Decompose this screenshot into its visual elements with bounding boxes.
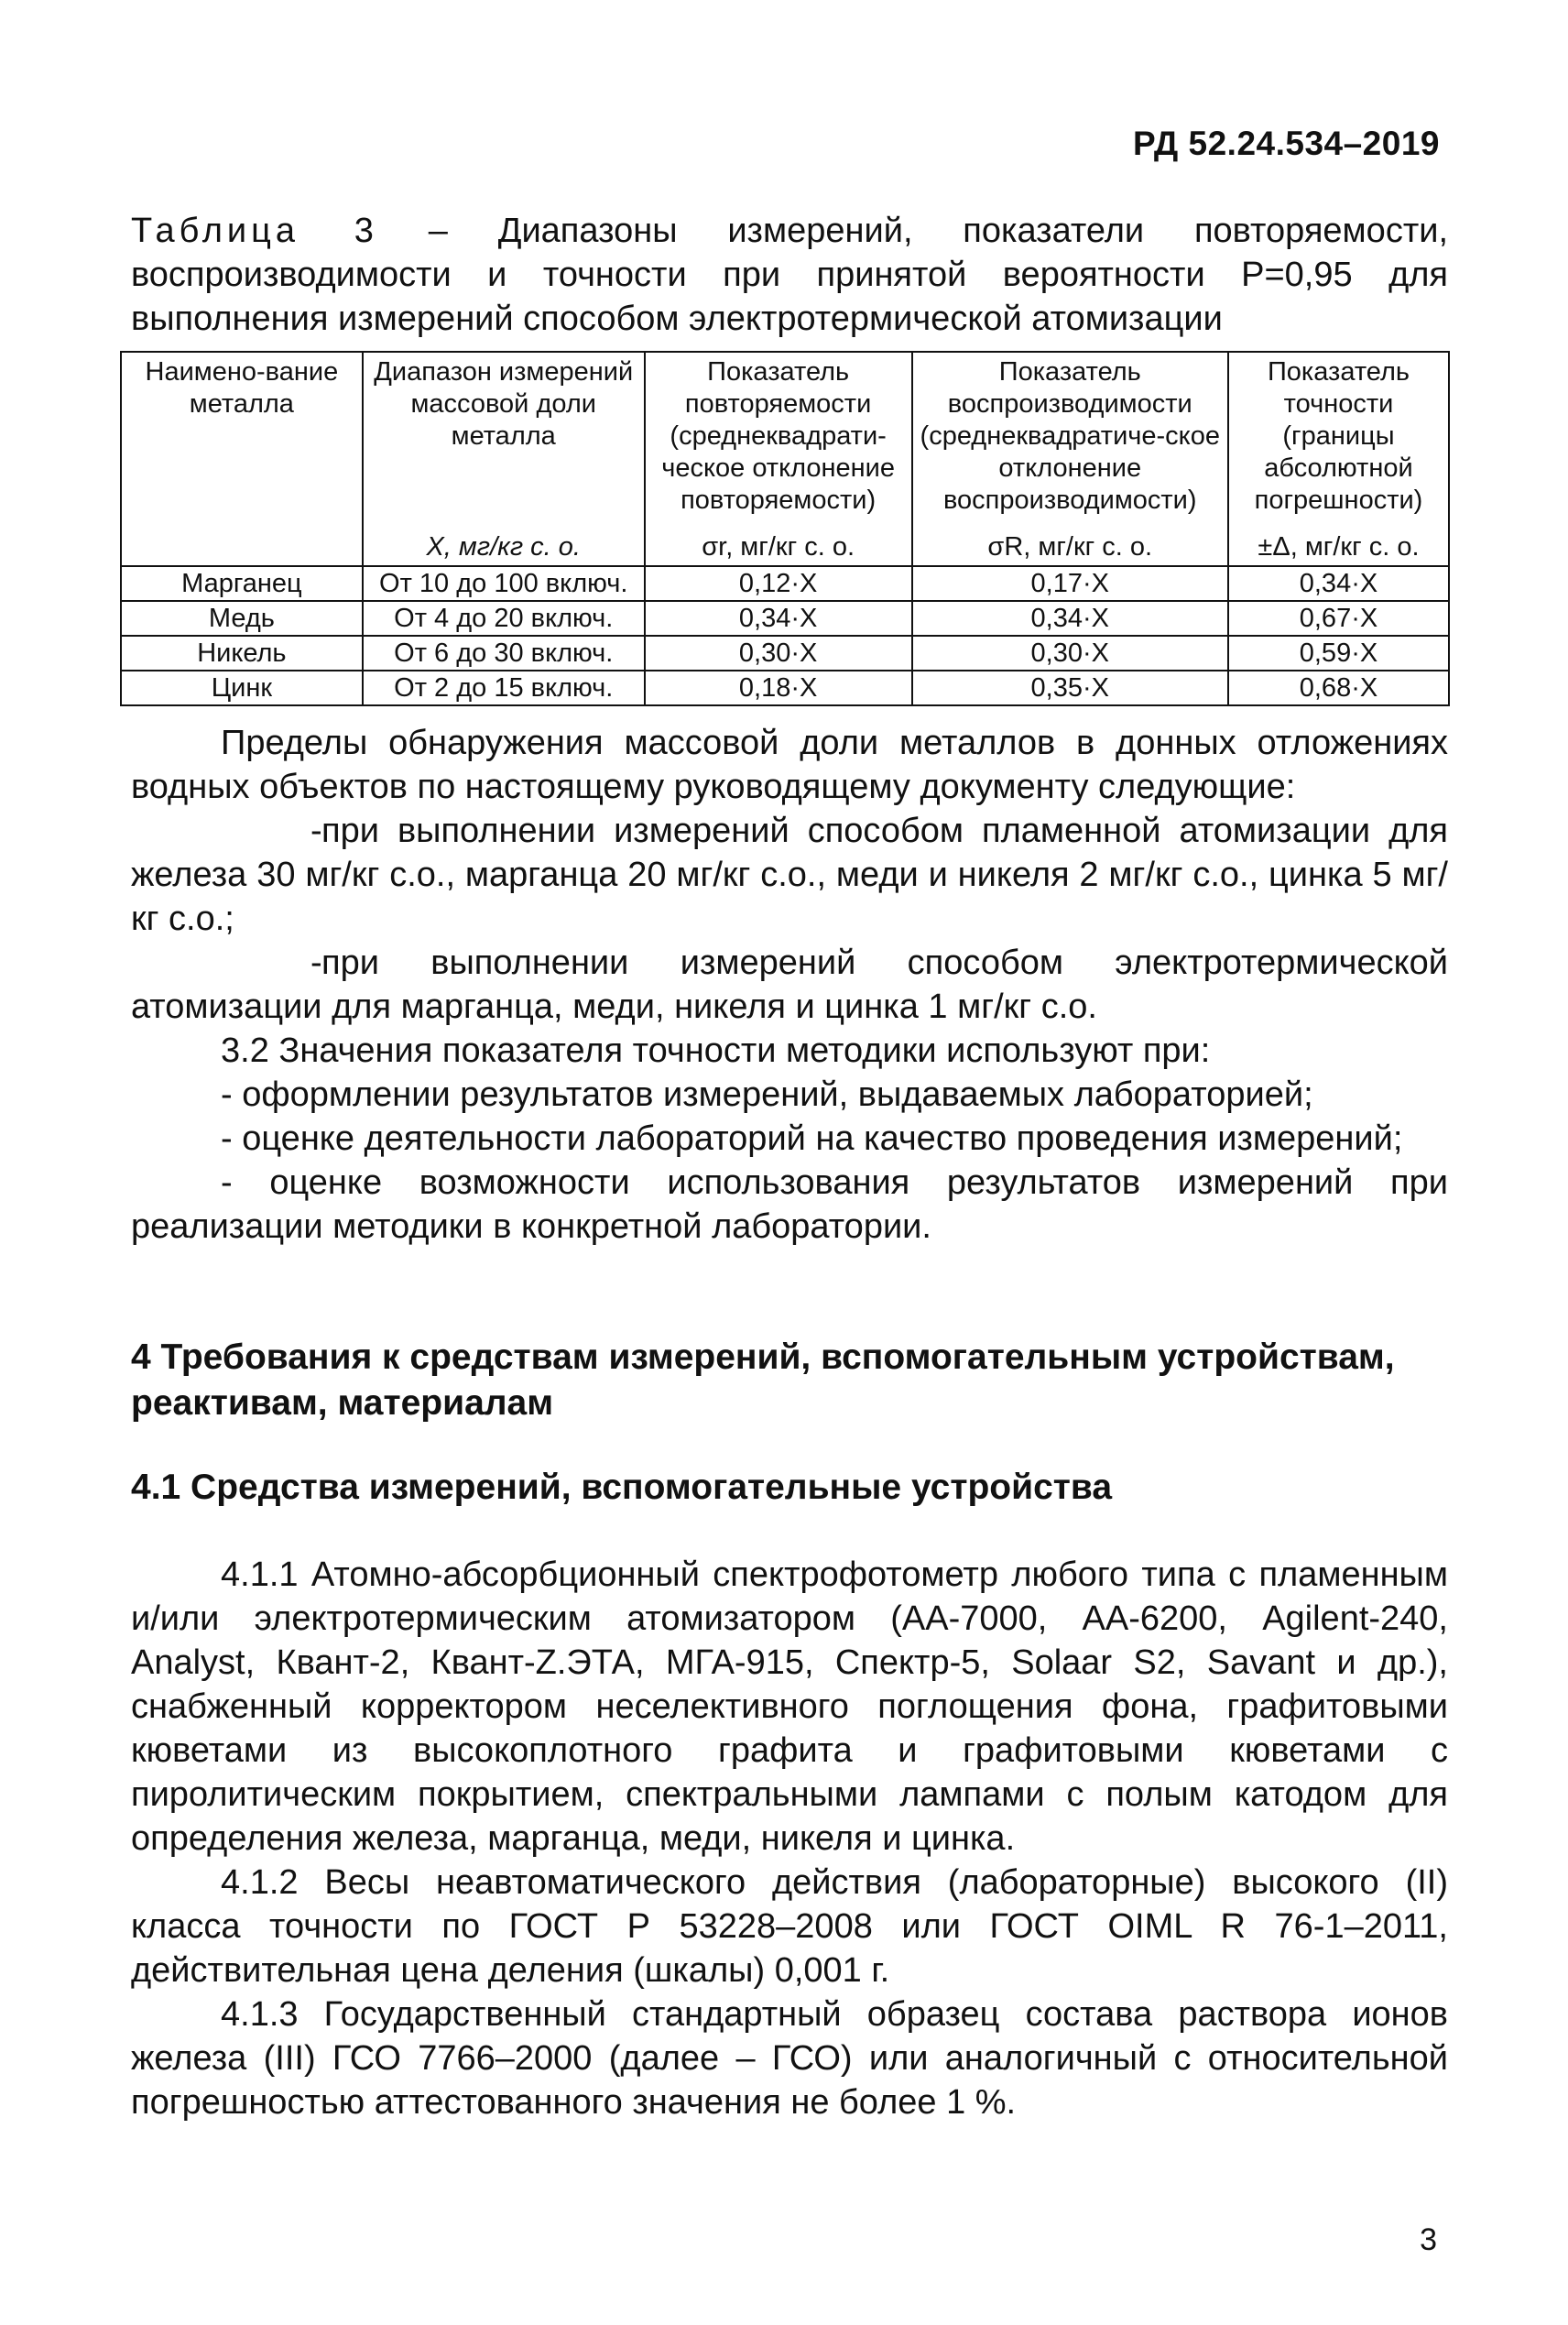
cell-reproducibility: 0,34·X [912, 601, 1228, 636]
paragraph-3-2: 3.2 Значения показателя точности методики используют при: [221, 1032, 1211, 1070]
header-accuracy-unit: ±Δ, мг/кг с. о. [1258, 532, 1420, 562]
cell-reproducibility: 0,30·X [912, 636, 1228, 671]
section-4-1-heading: 4.1 Средства измерений, вспомогательные устройства [131, 1468, 1113, 1507]
header-range-unit: X, мг/кг с. о. [426, 532, 581, 562]
table-row [121, 671, 1449, 705]
cell-metal: Марганец [121, 566, 363, 601]
paragraph-4-1-1: 4.1.1 Атомно-абсорбционный спектрофотометр любого типа с пламенным и/или электротермическим атомизатором (АА-7000, АА-6200, Agilent-240, Analyst, Квант-2, Квант-Z.ЭТА, МГА-915, Спектр-5, Solaar S2, Savant и др.), снабженный корректором неселективного поглощения фона, графитовыми кюветами из высокоплотного графита и графитовыми кюветами с пиролитическим покрытием, спектральными лампами с полым катодом для определения железа, марганца, меди, никеля и цинка. [131, 1555, 1448, 1858]
table-header-row [121, 352, 1449, 566]
table-row [121, 566, 1449, 601]
page-number: 3 [1420, 2222, 1437, 2257]
list-dash: - [310, 812, 322, 850]
table-caption [131, 209, 1448, 341]
header-metal: Наимено-вание металла [121, 352, 363, 566]
cell-repeatability: 0,12·X [645, 566, 912, 601]
section-4-1-body [131, 1553, 1448, 2124]
cell-metal: Никель [121, 636, 363, 671]
table-row [121, 636, 1449, 671]
table-row [121, 601, 1449, 636]
cell-repeatability: 0,34·X [645, 601, 912, 636]
header-repeatability-unit: σr, мг/кг с. о. [702, 532, 855, 562]
cell-range: От 6 до 30 включ. [363, 636, 645, 671]
use-item-3: - оценке возможности использования результатов измерений при реализации методики в конкретной лаборатории. [131, 1163, 1448, 1246]
cell-accuracy: 0,67·X [1228, 601, 1449, 636]
header-reproducibility: Показатель воспроизводимости (среднеквадратиче-ское отклонение воспроизводимости) σR, мг/кг с. о. [912, 352, 1228, 566]
cell-metal: Цинк [121, 671, 363, 705]
detection-limits-block [131, 721, 1448, 1249]
cell-accuracy: 0,68·X [1228, 671, 1449, 705]
detection-flame-paragraph: -при выполнении измерений способом пламенной атомизации для железа 30 мг/кг с.о., марганца 20 мг/кг с.о., меди и никеля 2 мг/кг с.о., цинка 5 мг/кг с.о.; [131, 809, 1448, 941]
cell-range: От 2 до 15 включ. [363, 671, 645, 705]
header-range: Диапазон измерений массовой доли металла X, мг/кг с. о. [363, 352, 645, 566]
use-item-1: - оформлении результатов измерений, выдаваемых лабораторией; [221, 1075, 1313, 1114]
cell-range: От 4 до 20 включ. [363, 601, 645, 636]
header-repeatability: Показатель повторяемости (среднеквадрати-ческое отклонение повторяемости) σr, мг/кг с. о. [645, 352, 912, 566]
cell-accuracy: 0,34·X [1228, 566, 1449, 601]
header-accuracy: Показатель точности (границы абсолютной погрешности) ±Δ, мг/кг с. о. [1228, 352, 1449, 566]
cell-metal: Медь [121, 601, 363, 636]
cell-range: От 10 до 100 включ. [363, 566, 645, 601]
detection-electro-paragraph: -при выполнении измерений способом электротермической атомизации для марганца, меди, никеля и цинка 1 мг/кг с.о. [131, 941, 1448, 1029]
document-code: РД 52.24.534–2019 [1133, 125, 1440, 162]
list-dash: - [310, 944, 322, 982]
table-caption-text: – Диапазоны измерений, показатели повторяемости, воспроизводимости и точности при принятой вероятности Р=0,95 для выполнения измерений способом электротермической атомизации [131, 212, 1449, 338]
header-reproducibility-unit: σR, мг/кг с. о. [987, 532, 1153, 562]
detection-intro-paragraph: Пределы обнаружения массовой доли металлов в донных отложениях водных объектов по настоящему руководящему документу следующие: [131, 724, 1448, 806]
use-item-2: - оценке деятельности лабораторий на качество проведения измерений; [221, 1119, 1403, 1158]
results-table [120, 351, 1450, 706]
paragraph-4-1-2: 4.1.2 Весы неавтоматического действия (лабораторные) высокого (II) класса точности по ГОСТ Р 53228–2008 или ГОСТ OIML R 76-1–2011, действительная цена деления (шкалы) 0,001 г. [131, 1863, 1448, 1990]
cell-repeatability: 0,18·X [645, 671, 912, 705]
paragraph-4-1-3: 4.1.3 Государственный стандартный образец состава раствора ионов железа (III) ГСО 7766–2000 (далее – ГСО) или аналогичный с относительной погрешностью аттестованного значения не более 1 %. [131, 1995, 1448, 2122]
cell-reproducibility: 0,17·X [912, 566, 1228, 601]
table-caption-label: Таблица 3 [131, 212, 378, 250]
cell-repeatability: 0,30·X [645, 636, 912, 671]
cell-reproducibility: 0,35·X [912, 671, 1228, 705]
section-4-heading: 4 Требования к средствам измерений, вспомогательным устройствам, реактивам, материалам [131, 1337, 1395, 1423]
cell-accuracy: 0,59·X [1228, 636, 1449, 671]
